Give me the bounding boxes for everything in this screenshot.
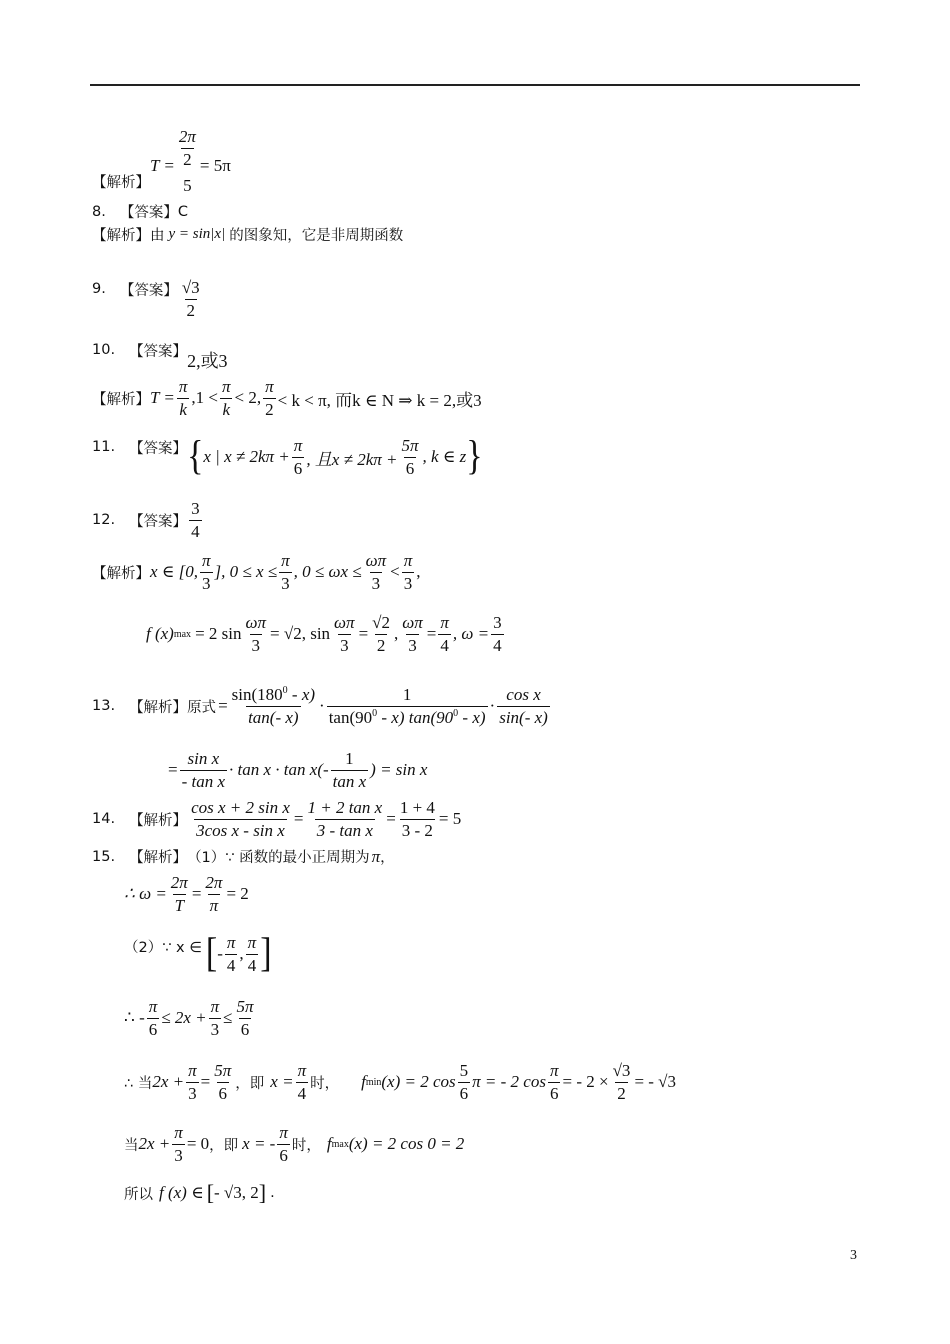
numerator: √2 xyxy=(372,613,391,632)
math-text: = - √3 xyxy=(634,1072,677,1092)
math-text: tan(90 xyxy=(328,707,373,727)
denominator: 3 xyxy=(403,573,413,593)
q8-analysis xyxy=(92,224,403,245)
fraction xyxy=(169,874,190,915)
numerator: cos x xyxy=(506,685,541,704)
math-text: T = xyxy=(150,388,175,408)
fraction xyxy=(200,552,213,593)
numerator: 2π xyxy=(205,873,223,892)
math-text: π = - 2 cos xyxy=(472,1072,546,1092)
math-text: (x) = 2 cos 0 = 2 xyxy=(348,1134,465,1154)
math-text: sin(180 xyxy=(231,685,283,704)
analysis-label: 【解析】 xyxy=(129,850,188,866)
math-text: ∴ - xyxy=(124,1008,145,1028)
answer-label: 【答案】 xyxy=(129,440,188,457)
fraction xyxy=(177,378,190,419)
denominator: 4 xyxy=(191,521,200,541)
math-text: x = xyxy=(270,1072,294,1092)
answer-label: 【答案】 xyxy=(129,343,188,360)
numerator: 2π xyxy=(178,127,196,146)
question-number: 12. xyxy=(92,512,116,529)
math-text: f xyxy=(361,1072,366,1092)
math-text: - x) xyxy=(458,707,486,727)
math-text: 2x + xyxy=(152,1072,185,1092)
analysis-label: 【解析】 xyxy=(92,228,150,244)
fraction xyxy=(364,552,389,593)
denominator: 3cos x - sin x xyxy=(196,820,285,840)
fraction xyxy=(189,500,202,541)
math-text: = xyxy=(426,624,437,644)
denominator: 4 xyxy=(226,955,236,975)
q8-answer xyxy=(92,201,188,222)
fraction xyxy=(458,1062,471,1103)
math-text: = xyxy=(358,624,369,644)
numerator: π xyxy=(279,1123,288,1142)
fraction xyxy=(438,614,451,655)
denominator: 6 xyxy=(218,1083,228,1103)
numerator: ωπ xyxy=(402,613,423,632)
fraction xyxy=(548,1062,561,1103)
numerator: 1 xyxy=(345,749,354,768)
math-text: ≤ xyxy=(223,1008,233,1028)
text: ，即 xyxy=(209,1137,239,1154)
denominator: 3 xyxy=(188,1083,197,1103)
text: . xyxy=(270,1185,275,1201)
math-text: = xyxy=(293,809,304,829)
numerator: 2π xyxy=(170,873,188,892)
math-text: , ω = xyxy=(452,624,490,644)
math-text: · xyxy=(319,696,325,716)
math-text: - x) tan(90 xyxy=(377,707,454,727)
numerator: 5π xyxy=(214,1061,232,1080)
denominator: tan(- x) xyxy=(248,707,299,727)
text: 时， xyxy=(310,1075,340,1092)
question-number: 13. xyxy=(92,698,116,715)
q15-line3 xyxy=(124,931,272,976)
fraction xyxy=(147,998,160,1039)
q10-analysis xyxy=(92,378,482,419)
numerator: 1 xyxy=(402,685,412,704)
analysis-label: 【解析】 xyxy=(129,812,188,829)
math-text: · tan x · tan x(- xyxy=(229,760,329,780)
analysis-label: 【解析】 xyxy=(92,391,150,408)
math-text: , k ∈ z xyxy=(422,447,467,467)
math-text: , xyxy=(416,562,421,582)
subscript: max xyxy=(173,628,192,640)
numerator: sin x xyxy=(187,749,220,768)
numerator: π xyxy=(265,377,274,396)
numerator: 3 xyxy=(493,613,502,632)
text: 的图象知，它是非周期函数 xyxy=(229,228,404,244)
numerator: π xyxy=(226,933,236,952)
denominator-num: 2 xyxy=(183,149,192,169)
answer-value: C xyxy=(177,203,188,220)
math-text: = xyxy=(218,696,228,716)
numerator: 5 xyxy=(459,1061,469,1080)
denominator: 6 xyxy=(459,1083,469,1103)
fraction xyxy=(402,552,415,593)
math-text: f (x) xyxy=(146,624,174,644)
denominator: k xyxy=(222,399,231,419)
denominator: 3 xyxy=(210,1019,220,1039)
math-text: ∴ ω = xyxy=(124,884,167,904)
math-text: , xyxy=(394,624,399,644)
math-text: f xyxy=(326,1134,332,1154)
analysis-label: 【解析】 xyxy=(129,699,188,716)
fraction xyxy=(398,799,437,840)
denominator xyxy=(327,706,488,727)
denominator: - tan x xyxy=(181,771,226,791)
math-text: ,1 < xyxy=(191,388,218,408)
text: ， xyxy=(380,850,395,866)
math-text: = xyxy=(191,884,202,904)
fraction xyxy=(332,614,357,655)
denominator xyxy=(181,148,194,195)
fraction xyxy=(491,614,504,655)
denominator: 2 xyxy=(186,300,196,320)
q15-line6 xyxy=(124,1124,464,1165)
fraction xyxy=(279,552,292,593)
question-number: 8. xyxy=(92,203,106,220)
numerator: π xyxy=(174,1123,183,1142)
q7-analysis xyxy=(92,128,231,195)
math-text: , 且x ≠ 2kπ + xyxy=(306,449,398,469)
numerator: π xyxy=(247,933,257,952)
right-bracket: ] xyxy=(258,1180,267,1205)
fraction xyxy=(189,799,292,840)
subscript: min xyxy=(365,1076,382,1088)
denominator: 6 xyxy=(279,1145,288,1165)
fraction xyxy=(327,686,488,727)
math-text: - xyxy=(217,944,223,964)
superscript: 0 xyxy=(282,685,288,696)
right-bracket: ] xyxy=(260,931,272,976)
question-number: 10. xyxy=(92,342,116,358)
denominator: 3 xyxy=(340,635,349,655)
math-text: < k < π, 而k ∈ N ⇒ k = 2,或3 xyxy=(277,390,482,410)
numerator: π xyxy=(178,377,188,396)
question-number: 14. xyxy=(92,811,116,828)
denominator: 2 xyxy=(265,399,274,419)
denominator: π xyxy=(209,895,219,915)
fraction xyxy=(370,614,392,655)
fraction xyxy=(186,1062,199,1103)
denominator: 3 xyxy=(371,573,381,593)
math-text: x | x ≠ 2kπ + xyxy=(203,447,290,467)
math-text: · xyxy=(489,696,496,716)
fraction xyxy=(399,437,420,478)
math-text: f (x) ∈ xyxy=(159,1183,204,1202)
denominator: sin(- x) xyxy=(499,707,548,727)
q9-answer xyxy=(92,259,204,320)
math-text: T = xyxy=(150,156,175,176)
denominator: 6 xyxy=(405,458,415,478)
denominator: T xyxy=(174,895,185,915)
denominator: 2 xyxy=(617,1083,626,1103)
math-text: - √3, 2 xyxy=(214,1183,259,1202)
fraction xyxy=(263,378,276,419)
denominator: 3 xyxy=(251,635,261,655)
denominator: 6 xyxy=(293,458,303,478)
analysis-label: 【解析】 xyxy=(92,174,150,191)
denominator: 6 xyxy=(148,1019,158,1039)
answer-label: 【答案】 xyxy=(119,205,178,221)
math-text: < 2, xyxy=(234,388,262,408)
fraction xyxy=(292,437,305,478)
page-number: 3 xyxy=(850,1248,857,1263)
q13-analysis-line2 xyxy=(168,750,427,791)
math-text: - x) xyxy=(287,685,316,704)
numerator: 3 xyxy=(191,499,200,518)
math-text: = 5π xyxy=(199,156,231,176)
text: （1）∵ 函数的最小正周期为 xyxy=(187,850,370,866)
denominator: 4 xyxy=(247,955,257,975)
numerator: √3 xyxy=(612,1061,631,1080)
math-text: = xyxy=(200,1072,211,1092)
fraction xyxy=(180,279,202,320)
denominator: 4 xyxy=(493,635,502,655)
left-brace: { xyxy=(187,434,204,479)
denominator: 3 xyxy=(281,573,290,593)
superscript: 0 xyxy=(453,707,459,719)
math-text: (x) = 2 cos xyxy=(381,1072,456,1092)
numerator: ωπ xyxy=(334,613,355,632)
q12-analysis-line1 xyxy=(92,552,421,593)
q15-analysis-line1 xyxy=(92,846,395,867)
fraction xyxy=(212,1062,233,1103)
numerator: ωπ xyxy=(365,551,387,570)
q15-line2 xyxy=(124,874,249,915)
denominator: 6 xyxy=(240,1019,250,1039)
fraction xyxy=(305,799,384,840)
math-text: 2x + xyxy=(138,1134,171,1154)
numerator: π xyxy=(222,377,231,396)
fraction xyxy=(611,1062,633,1103)
text: 时， xyxy=(291,1137,321,1154)
math-text: y = sin|x| xyxy=(168,226,226,242)
fraction xyxy=(209,998,222,1039)
denominator: 4 xyxy=(297,1083,307,1103)
math-text: x ∈ [0, xyxy=(150,562,198,582)
math-text: , xyxy=(239,944,244,964)
math-text: ≤ 2x + xyxy=(161,1008,207,1028)
text: 原式 xyxy=(187,699,217,716)
math-text: = - 2 × xyxy=(562,1072,609,1092)
text: 所以 xyxy=(124,1186,153,1203)
superscript: 0 xyxy=(372,707,378,719)
fraction xyxy=(220,378,233,419)
math-text: < xyxy=(390,562,400,582)
answer-label: 【答案】 xyxy=(129,513,188,530)
text: ∴ 当 xyxy=(124,1075,153,1092)
q15-line7 xyxy=(124,1180,275,1206)
numerator: π xyxy=(210,997,220,1016)
numerator: π xyxy=(297,1061,307,1080)
text: 当 xyxy=(124,1137,139,1154)
fraction xyxy=(296,1062,309,1103)
answer-label: 【答案】 xyxy=(119,282,178,299)
math-text: , 0 ≤ ωx ≤ xyxy=(293,562,362,582)
fraction xyxy=(400,614,425,655)
numerator: cos x + 2 sin x xyxy=(191,798,290,817)
math-text: ], 0 ≤ x ≤ xyxy=(214,562,278,582)
numerator xyxy=(230,686,317,706)
math-text: = xyxy=(168,760,178,780)
numerator: π xyxy=(549,1061,559,1080)
numerator: π xyxy=(281,551,290,570)
fraction xyxy=(497,686,550,727)
fraction xyxy=(277,1124,290,1165)
math-text: = √2, sin xyxy=(270,624,331,644)
left-bracket: [ xyxy=(206,1180,215,1205)
q12-answer xyxy=(92,500,204,541)
math-text: = 2 xyxy=(226,884,249,904)
denominator: 3 xyxy=(202,573,211,593)
math-text: = 5 xyxy=(438,809,462,829)
question-number: 9. xyxy=(92,281,106,298)
denominator: 3 - tan x xyxy=(316,820,373,840)
q14-analysis xyxy=(92,799,461,840)
numerator: √3 xyxy=(181,278,200,297)
denominator: 3 xyxy=(408,635,417,655)
denominator: k xyxy=(179,399,187,419)
fraction xyxy=(177,128,198,195)
denominator: 4 xyxy=(440,635,449,655)
text: 由 xyxy=(150,228,165,244)
numerator: π xyxy=(403,551,413,570)
fraction xyxy=(230,686,317,727)
numerator: π xyxy=(148,997,158,1016)
numerator: π xyxy=(202,551,211,570)
q12-analysis-line2 xyxy=(146,614,506,655)
denominator: 6 xyxy=(549,1083,559,1103)
header-rule xyxy=(90,84,860,86)
math-text: ) = sin x xyxy=(370,760,428,780)
fraction xyxy=(331,750,369,791)
text: ，即 xyxy=(235,1075,265,1092)
numerator: 5π xyxy=(236,997,254,1016)
numerator: π xyxy=(440,613,449,632)
denominator: 3 xyxy=(174,1145,183,1165)
question-number: 15. xyxy=(92,848,116,865)
left-bracket: [ xyxy=(205,931,218,976)
denominator-den: 5 xyxy=(183,172,192,195)
question-number: 11. xyxy=(92,439,116,456)
q10-answer xyxy=(92,327,228,373)
q13-analysis-line1 xyxy=(92,686,552,727)
math-text: = 0 xyxy=(186,1134,210,1154)
denominator: 2 xyxy=(376,635,386,655)
fraction xyxy=(172,1124,185,1165)
denominator: tan x xyxy=(332,771,367,791)
q15-line5 xyxy=(124,1062,676,1103)
denominator: 3 - 2 xyxy=(401,820,433,840)
q15-line4 xyxy=(124,998,258,1039)
numerator: 1 + 2 tan x xyxy=(307,798,383,817)
analysis-label: 【解析】 xyxy=(92,565,150,582)
q11-answer xyxy=(92,434,483,479)
fraction xyxy=(203,874,224,915)
fraction xyxy=(246,934,259,975)
math-text: = xyxy=(386,809,396,829)
numerator: 5π xyxy=(401,436,419,455)
numerator: ωπ xyxy=(245,613,267,632)
math-text: = 2 sin xyxy=(195,624,242,644)
numerator: 1 + 4 xyxy=(399,798,435,817)
fraction xyxy=(180,750,227,791)
fraction xyxy=(225,934,238,975)
text: （2）∵ x ∈ xyxy=(124,939,202,956)
math-text: π xyxy=(371,846,381,866)
fraction xyxy=(244,614,269,655)
numerator: π xyxy=(293,436,303,455)
answer-value: 2,或3 xyxy=(187,351,228,371)
right-brace: } xyxy=(466,434,483,479)
numerator: π xyxy=(188,1061,197,1080)
fraction xyxy=(235,998,256,1039)
math-text: x = - xyxy=(242,1134,276,1154)
subscript: max xyxy=(331,1138,349,1150)
